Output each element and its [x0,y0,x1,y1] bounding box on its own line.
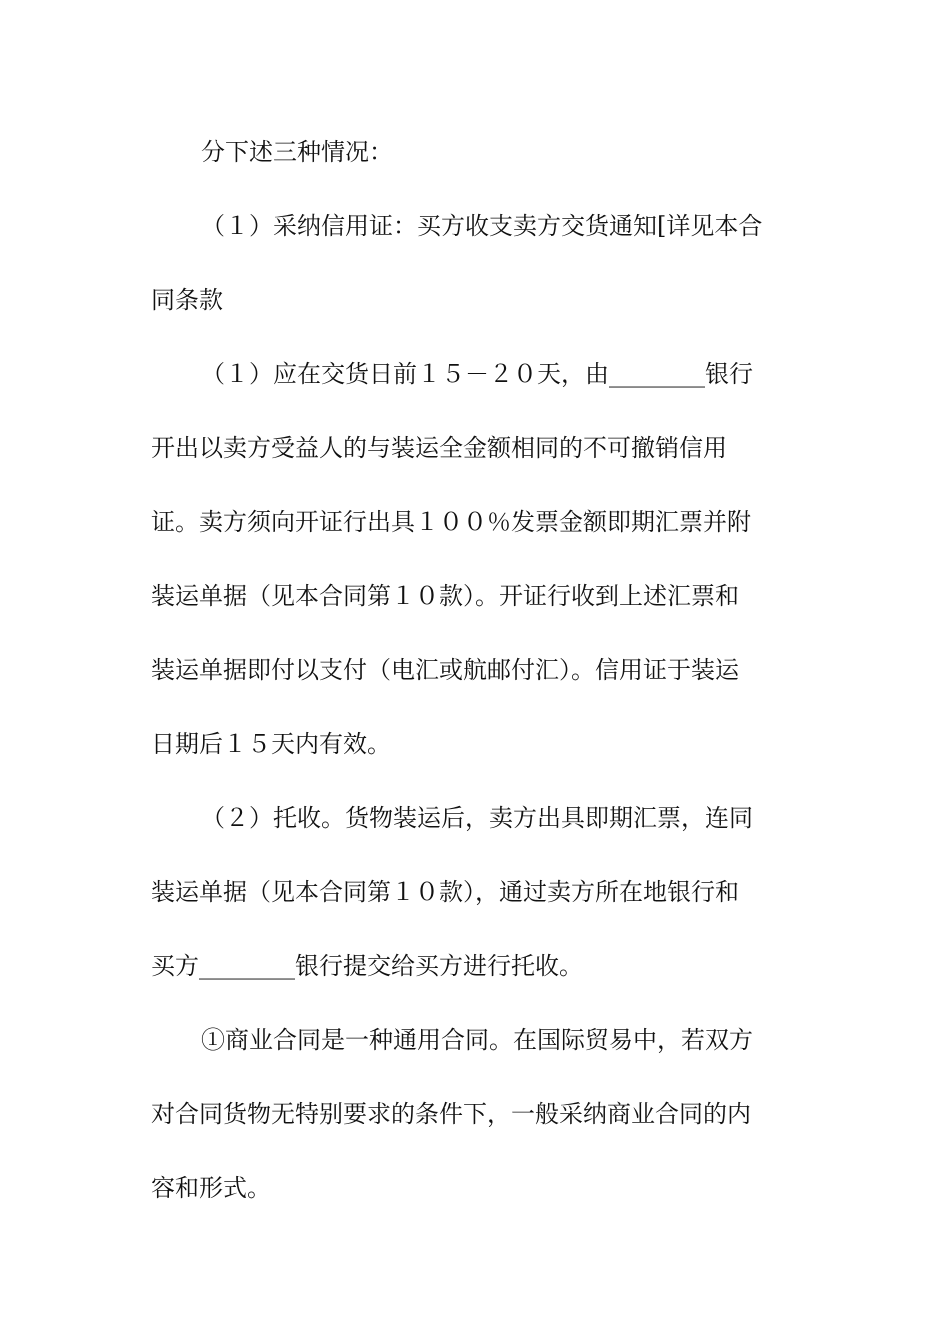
note-commercial-contract-line-3: 容和形式。 [151,1174,271,1202]
clause-lc-detail-line-4: 装运单据（见本合同第１０款）。开证行收到上述汇票和 [151,582,739,610]
clause-lc-heading-line-2: 同条款 [151,286,223,314]
clause-lc-detail-line-3: 证。卖方须向开证行出具１００％发票金额即期汇票并附 [151,508,751,536]
clause-lc-detail-line-6: 日期后１５天内有效。 [151,730,391,758]
note-commercial-contract-line-2: 对合同货物无特别要求的条件下，一般采纳商业合同的内 [151,1100,751,1128]
paragraph-intro-line: 分下述三种情况： [201,138,393,166]
clause-collection-line-1: （２）托收。货物装运后，卖方出具即期汇票，连同 [201,804,753,832]
document-body [151,128,801,1238]
clause-collection-line-2: 装运单据（见本合同第１０款），通过卖方所在地银行和 [151,878,739,906]
clause-lc-detail-line-2: 开出以卖方受益人的与装运全金额相同的不可撤销信用 [151,434,727,462]
clause-lc-detail-line-1: （１）应在交货日前１５－２０天，由________银行 [201,360,753,388]
clause-collection-line-3: 买方________银行提交给买方进行托收。 [151,952,583,980]
clause-lc-detail-line-5: 装运单据即付以支付（电汇或航邮付汇）。信用证于装运 [151,656,739,684]
clause-lc-heading-line-1: （１）采纳信用证：买方收支卖方交货通知[详见本合 [201,212,763,240]
note-commercial-contract-line-1: ①商业合同是一种通用合同。在国际贸易中，若双方 [201,1026,753,1054]
